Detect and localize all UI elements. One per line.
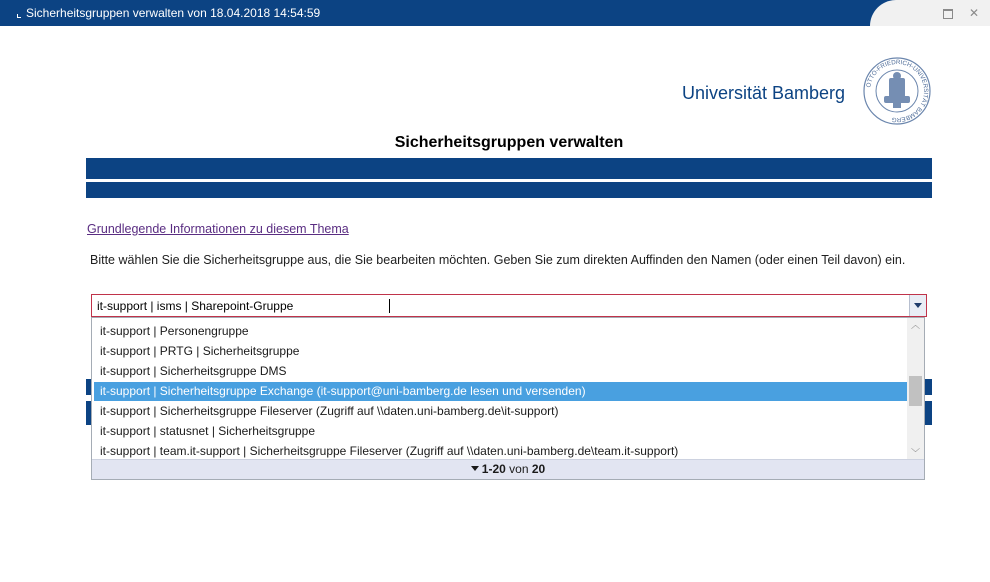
scroll-up-icon[interactable]: ︿ (910, 320, 920, 330)
pager[interactable] (92, 459, 924, 479)
dropdown-item[interactable]: it-support | PRTG | Sicherheitsgruppe (100, 344, 300, 358)
security-group-dropdown (91, 317, 925, 480)
scroll-down-icon[interactable]: ﹀ (910, 448, 920, 458)
maximize-icon[interactable] (940, 5, 956, 21)
page-title: Sicherheitsgruppen verwalten (394, 134, 624, 151)
dropdown-button[interactable] (909, 295, 926, 316)
university-name: Universität Bamberg (682, 83, 846, 103)
scroll-thumb[interactable] (909, 376, 922, 406)
text-caret (389, 299, 390, 313)
window-title: Sicherheitsgruppen verwalten von 18.04.2018 14:54:59 (26, 6, 321, 20)
info-link[interactable]: Grundlegende Informationen zu diesem Thema (87, 222, 349, 236)
close-icon[interactable]: ✕ (968, 6, 980, 20)
pager-of-label: von (509, 462, 529, 476)
dropdown-list[interactable] (92, 318, 908, 460)
dropdown-item[interactable]: it-support | Personengruppe (100, 324, 249, 338)
header-bar (86, 158, 932, 179)
university-seal-icon (862, 56, 932, 126)
security-group-input[interactable] (92, 295, 907, 316)
dropdown-item[interactable]: it-support | statusnet | Sicherheitsgruppe (100, 424, 316, 438)
seal-text: OTTO-FRIEDRICH-UNIVERSITÄT BAMBERG (865, 58, 930, 124)
vertical-scrollbar[interactable] (907, 318, 924, 460)
instructions-text: Bitte wählen Sie die Sicherheitsgruppe aus, die Sie bearbeiten möchten. Geben Sie zum direkten Auffinden den Namen (oder einen Teil davon) ein. (90, 253, 906, 267)
chevron-down-icon (914, 303, 922, 308)
pager-range: 1-20 (481, 462, 506, 476)
dropdown-item[interactable]: it-support | Sicherheitsgruppe DMS (100, 364, 287, 378)
app-icon (17, 14, 21, 18)
window-controls (870, 0, 990, 26)
security-group-combobox[interactable] (91, 294, 927, 317)
dropdown-item-selected[interactable]: it-support | Sicherheitsgruppe Exchange (it-support@uni-bamberg.de lesen und versenden) (94, 382, 908, 401)
dropdown-item[interactable]: it-support | team.it-support | Sicherheitsgruppe Fileserver (Zugriff auf \\daten.uni-bamberg.de\team.it-support) (100, 444, 679, 458)
toolbar-bar (86, 182, 932, 198)
caret-down-icon (471, 466, 479, 471)
window-titlebar (0, 0, 990, 26)
pager-total: 20 (531, 462, 546, 476)
dropdown-item[interactable]: it-support | Sicherheitsgruppe Fileserver (Zugriff auf \\daten.uni-bamberg.de\it-support) (100, 404, 559, 418)
